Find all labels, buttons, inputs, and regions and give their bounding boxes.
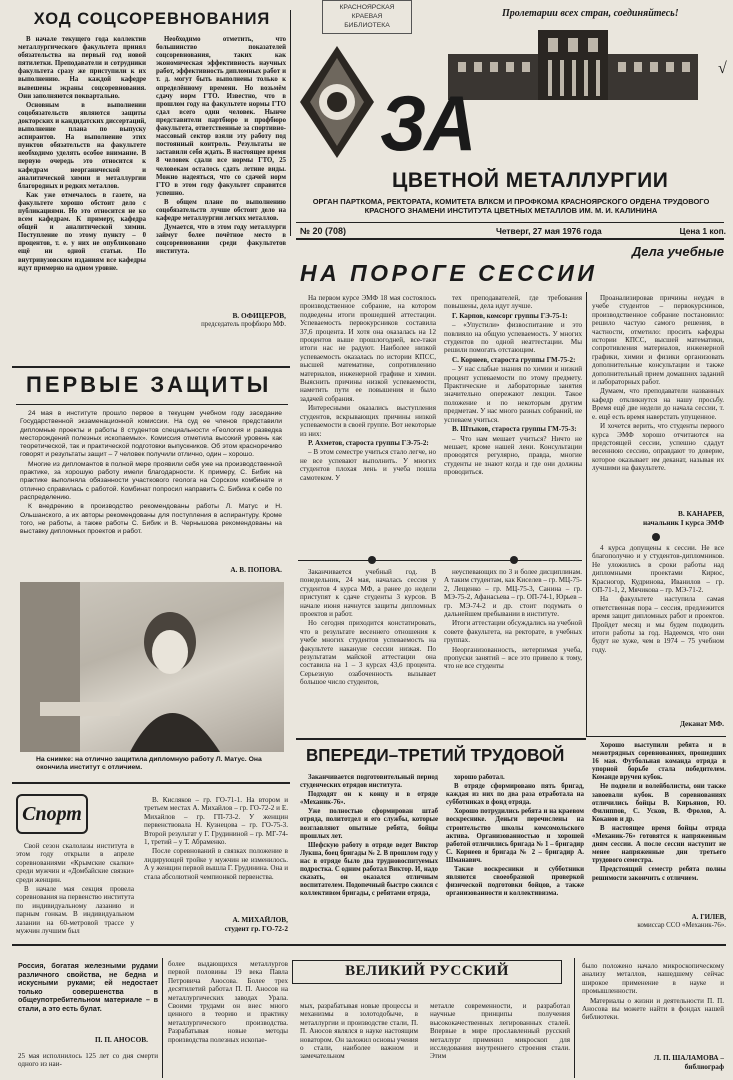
vperedi-col3: Хорошо выступили ребята и в межотрядных соревнованиях, прошедших 16 мая. Футбольная команда отряда в упорной борьбе стала победителем. Команде вручен кубок. Не подвели и волейболисты, они также завоевали кубок. В соревнованиях отличились бойцы В. Кирьянов, Ю. Филиппов, С. Усков, В. Фролов, А. Коканов и др. В настоящее время бойцы отряда «Механик-76» готовятся к напряженным дням сессии. А после сессии наступит не менее напряженные дни третьего трудового семестра. Предстоящий семестр ребята полны решимости закончить с отличием.	[592, 742, 726, 882]
issue-date: Четверг, 27 мая 1976 года	[496, 226, 602, 236]
metallurg-col4: металле современности, и разработал научные принципы получения высококачественных легированных сталей. Впервые в мире прославленный русский металлург применил микроскоп для исследования внутреннего строения стали. Этим	[430, 1002, 570, 1061]
vperedi-col1: Заканчивается подготовительный период студенческих отрядов института. Подходят он к концу и в отряде «Механик-76». Уже полностью сформирован штаб отряда, политотдел и его службы, которые возглавляют опытные ребята, бойцы прошлых лет. Шефскую работу в отряде ведет Виктор Лукша, боец бригады № 2. В прошлом году у нас в отряде было два трудновоспитуемых подростка. С одним работал Виктор. И, надо сказать, он оказался отличным воспитателем. Подопечный быстро сжился с коллективом бригады, с ребятами отряда,	[300, 774, 438, 898]
session-col3-signature: В. КАНАРЕВ, начальник I курса ЭМФ	[642, 510, 724, 527]
newspaper-title: ЗА	[380, 80, 475, 168]
vperedi-col2: хорошо работал. В отряде сформировано пять бригад, каждая из них по два раза отработала на субботниках в фонд отряда. Хорошо потрудились ребята и на краевом воскреснике. Деньги перечислены на строительство школы комсомольского актива. Организованностью и хорошей работой отличились бригада № 1 – бригадир С. Корнеев и бригада № 2 – бригадир А. Шманавич. Также воскресники и субботники являются своеобразной проверкой физической подготовки бойцов, а также организованности и коллективизма.	[446, 774, 584, 898]
slogan: Пролетарии всех стран, соединяйтесь!	[502, 8, 679, 19]
vperedi-title: ВПЕРЕДИ–ТРЕТИЙ ТРУДОВОЙ	[306, 745, 565, 765]
sport-article	[16, 786, 296, 946]
session-col2: тех преподавателей, где требования повышены, дела идут лучше. Г. Карпов, комсорг группы ГЭ-75-1: – «Упустили» физвоспитание и это повлияло на общую успеваемость. У многих студентов по одной неаттестации. Мы решили помогать отстающим. С. Корнеев, староста группы ГМ-75-2: – У нас слабые знания по химии и низкий процент успеваемости по этому предмету. Практические и лабораторные занятия значительно опережают лекции. Такое положение и по некоторым другим предметам. У нас много разных собраний, не успеваем учиться. В. Штыков, староста группы ГМ-75-3: – Что нам мешает учиться? Ничто не мешает, кроме нашей лени. Консультации проводятся регулярно, правда, многие студенты не знают когда и где они должны проводиться.	[444, 294, 582, 477]
separator-dot	[652, 533, 660, 541]
metallurg-signature: Л. П. ШАЛАМОВА – библиограф	[653, 1054, 724, 1071]
metallurg-intro: 25 мая исполнилось 125 лет со дня смерти одного из наи-	[18, 1052, 158, 1069]
session-title: НА ПОРОГЕ СЕССИИ	[300, 260, 598, 286]
soc-article	[18, 8, 286, 363]
zashchity-title: ПЕРВЫЕ ЗАЩИТЫ	[26, 372, 272, 397]
sport-col1: Свой сезон скалолазы института в этом году открыли в апреле соревнованиями «Крымские скалки» среди мужчин и «Домбайские связки» среди женщин. В начале мая секция провела соревнования на первенство института по индивидуальному лазанию и парным гонкам. В индивидуальном лазании на 60-метровой трассе у мужчин лучшим был	[16, 842, 134, 936]
metallurg-col5: было положено начало микроскопическому анализу металлов, нашедшему сейчас широкое применение в науке и промышленности. Материалы о жизни и деятельности П. П. Аносова вы можете найти в фондах нашей библиотеки.	[582, 962, 724, 1022]
session-col3-lower-signature: Деканат МФ.	[679, 720, 724, 728]
session-col3: Проанализировав причины неудач в учебе студентов – первокурсников, производственное собрание постановило: решило частую самого решения, в частности, отметило: просить кафедры истории КПСС, высшей математики, сопротивления материалов, инженерной графики, химии и физики организовать дополнительные консультации и также дополнительный прием домашних заданий и лабораторных работ. Думаем, что преподаватели названных кафедр откликнутся на нашу просьбу. Время ещё две недели до начала сессии, т. е. ещё есть время наверстать упущенное. И хочется верить, что студенты первого курса ЭМФ хорошо отчитаются на предстоящей сессии, успешно сдадут весеннюю сессию, оправдают то доверие, которое оказывает им деканат, называя их лучшими на факультете.	[592, 294, 724, 473]
session-kicker: Дела учебные	[631, 244, 724, 259]
sport-signature: А. МИХАЙЛОВ, студент гр. ГО-72-2	[224, 916, 288, 933]
soc-title: ХОД СОЦСОРЕВНОВАНИЯ	[33, 10, 271, 28]
graduate-photo	[20, 582, 284, 752]
sport-col2: В. Кисляков – гр. ГО-71-1. На втором и третьем местах А. Михайлов – гр. ГО-72-2 и Е. Михайлов – гр. ГП-73-2. У женщин первенствовала Н. Кузнецова – гр. ГО-75-3. Второй результат у Г. Грудининой – гр. МГ-74-1, третий – у Т. Абраменко. После соревнований в связках положение в лидирующей тройке у мужчин не изменилось. А у женщин первой вышла Г. Грудинина. Она и стала абсолютной чемпионкой первенства.	[144, 796, 288, 881]
issue-number: № 20 (708)	[300, 226, 347, 236]
anosov-quote: Россия, богатая железными рудами различного свойства, не бедна и искусными руками; ей недостает только совершенства в общеупотребительном материале – в стали, а это есть булат.	[18, 962, 158, 1013]
zashchity-article	[16, 370, 288, 790]
margin-mark: √	[718, 60, 727, 77]
session-col1: На первом курсе ЭМФ 18 мая состоялось производственное собрание, на котором подведены итоги прошедшей аттестации. Успеваемость первокурсников составила 37,6 процента. И хотя она оказалась на 12 процентов выше прошлогодней, все-таки итоги нас не радуют. Наиболее низкой успеваемость оказалась по истории КПСС, высшей математике, сопротивлению материалов, инженерной графике и химии. Выяснить причины низкой успеваемости, наметить пути ее повышения и было задачей собрания. Интересными оказались выступления студентов, вскрывающих причины низкой успеваемости в своей группе. Вот некоторые из них: Р. Ахметов, староста группы ГЭ-75-2: – В этом семестре учиться стало легче, но не все успевают выполнить. У многих студентов плохая лень и учеба пошла самотеком. У	[300, 294, 436, 482]
graduate-photo-svg	[20, 582, 284, 752]
session-lower1: Заканчивается учебный год. В понедельник, 24 мая, началась сессия у студентов 4 курса МФ, а ранее до недели приступят к сдаче студенты 3 курсов. В начале июня начнутся защиты дипломных проектов и работ. Но сегодня приходится констатировать, что в результате весеннего отношения к учебе многих студентов успеваемость на факультете накануне сессии низкая. По результатам майской аттестации она составила на 1 – 3 курсах 43,6 процента. Серьезную озабоченность вызывает большое число студентов,	[300, 568, 436, 687]
separator-dot	[510, 556, 518, 564]
photo-caption: На снимке: на отлично защитила дипломную работу Л. Матус. Она окончила институт с отличием.	[36, 756, 262, 772]
sport-logo	[16, 794, 88, 834]
vperedi-signature: А. ГИЛЕВ, комиссар ССО «Механик-76».	[637, 914, 726, 929]
newspaper-organ: ОРГАН ПАРТКОМА, РЕКТОРАТА, КОМИТЕТА ВЛКСМ И ПРОФКОМА КРАСНОЯРСКОГО ОРДЕНА ТРУДОВОГО КРАСНОГО ЗНАМЕНИ ИНСТИТУТА ЦВЕТНЫХ МЕТАЛЛОВ ИМ. М. И. КАЛИНИНА	[312, 197, 710, 215]
metallurg-col3: мых, разрабатывая новые процессы и механизмы в золотодобыче, в металлургии и производстве стали, П. П. Аносов являлся в науке настоящим новатором. Он заложил основы учения о стали, наиболее важном и замечательном	[300, 1002, 418, 1061]
newspaper-subtitle: ЦВЕТНОЙ МЕТАЛЛУРГИИ	[392, 169, 669, 192]
library-stamp: КРАСНОЯРСКАЯ КРАЕВАЯ БИБЛИОТЕКА	[322, 0, 412, 34]
order-badge-svg	[296, 42, 378, 160]
soc-signature: В. ОФИЦЕРОВ, председатель профбюро МФ.	[201, 312, 286, 328]
issue-price: Цена 1 коп.	[679, 226, 726, 236]
soc-col2: Необходимо отметить, что большинство показателей соцсоревнования, таких как экономическая эффективность научных работ, эффективность дипломных работ и т. д. могут быть выполнены только к определённому времени. Но возьмём сдачу норм ГТО. Известно, что в прошлом году на факультете нормы ГТО сдал всего один человек. Нынче представители партбюро и профбюро факультета, ответственные за спортивно-массовый сектор взяли эту работу под постоянный контроль. Результаты не заставили себя ждать. В настоящее время 8 человек сдали все нормы ГТО, 25 человекам осталось сдать летние виды. Можно надеяться, что со сдачей норм ГТО в этом году факультет справится успешно. В общем плане по выполнению соцобязательств лучше обстоит дело на кафедре металлургии легких металлов. Думается, что в этом году металлурги займут более почётное место в соцсоревновании среди факультетов института.	[156, 36, 286, 256]
session-col3-lower: 4 курса допущены к сессии. Не все благополучно и у студентов-дипломников. Не уложились в сроки работы над дипломными проектами Кирюс, Красногор, Кудринова, Иванилов – гр. ОП-71-1, 2, Мячикова – гр. МЭ-71-2. На факультете наступила самая ответственная пора – сессия, предлежится время защит дипломных работ и проектов. Пройдет месяц и мы будем подводить итоги работы за год. Надеемся, что они будут не хуже, чем в 1974 – 75 учебном году.	[592, 544, 724, 654]
order-badge	[296, 42, 378, 160]
soc-col1: В начале текущего года коллектив металлургического факультета принял обязательства на первый год новой пятилетки. Преподаватели и сотрудники факультета сразу же приступили к их выполнению. На каждой кафедре вывешены экраны соцсоревнования. Они заполняются поквартально. Основным в выполнении соцобязательств являются защиты докторских и кандидатских диссертаций, выполнение плана по выпуску аспирантов. На выполнение этих пунктов обязательств на факультете необходимо уделять особое внимание. В первую очередь это относится к кафедрам неорганической и аналитической химии и металлургии благородных и редких металлов. Как уже отмечалось в газете, на факультете хорошо обстоит дело с публикациями. Но это относится не ко всем кафедрам. К примеру, кафедра общей и аналитической химии. Поступление по этому пункту – 0 процентов, т. е. у них не опубликовано ещё ни одной статьи. По внутривузовским изданиям все кафедры идут примерно на одном уровне.	[18, 36, 146, 272]
anosov-quote-signature: П. П. АНОСОВ.	[95, 1036, 148, 1044]
metallurg-col2: более выдающихся металлургов первой половины 19 века Павла Петровича Аносова. Более трех десятилетий работал П. П. Аносов на металлургических заводах Урала. Своими трудами он внес много ценного в теорию и практику металлургического производства. Разрабатывая новые методы производства полезных ископае-	[168, 960, 288, 1044]
metallurg-title: ВЕЛИКИЙ РУССКИЙ	[292, 960, 562, 984]
sport-logo-text: Спорт	[22, 803, 82, 825]
zashchity-signature: А. В. ПОПОВА.	[230, 566, 282, 574]
session-lower2: неуспевающих по 3 и более дисциплинам. А таким студентам, как Киселев – гр. МЦ-75-2, Лещенко – гр. МЦ-75-3, Санина – гр. МЭ-75-2, Афанасьева – гр. ОП-74-1, Юрьев – гр. МЭ-74-2 и др. стоит подумать о дальнейшем пребывании в институте. Итоги аттестации обсуждались на учебной совете факультета, на ректорате, в учебных группах. Неорганизованность, нетерпимая учеба, пропуски занятий – все это привело к тому, что не все студенты	[444, 568, 582, 671]
zashchity-body: 24 мая в институте прошло первое в текущем учебном году заседание Государственной экзаменационной комиссии. На суд ее членов представили дипломные проекты и работы 8 студентов специальности «Геология и разведка месторождений полезных ископаемых». Комиссия отметила высокий уровень как теоретической, так и практической подготовки выпускников. Об этом красноречиво говорят и результаты защит – 7 человек получили отлично, один – хорошо. Многие из дипломантов в полной мере проявили себя уже на производственной практике, за хорошую работу имели благодарности. К примеру, С. Бибик на практике выполняла обязанности участкового геолога на Сорском комбинате и отлично справилась с работой. Комбинат попросил направить С. Бибика к себе по распределению. К внедрению в производство рекомендованы работы Л. Матус и Н. Ольшанского, а их авторы рекомендованы для поступления в аспирантуру. Кроме того, не работы, а также работы С. Бибик и В. Чернышова рекомендованы на выставку дипломных проектов и работ.	[20, 410, 282, 536]
separator-dot	[368, 556, 376, 564]
